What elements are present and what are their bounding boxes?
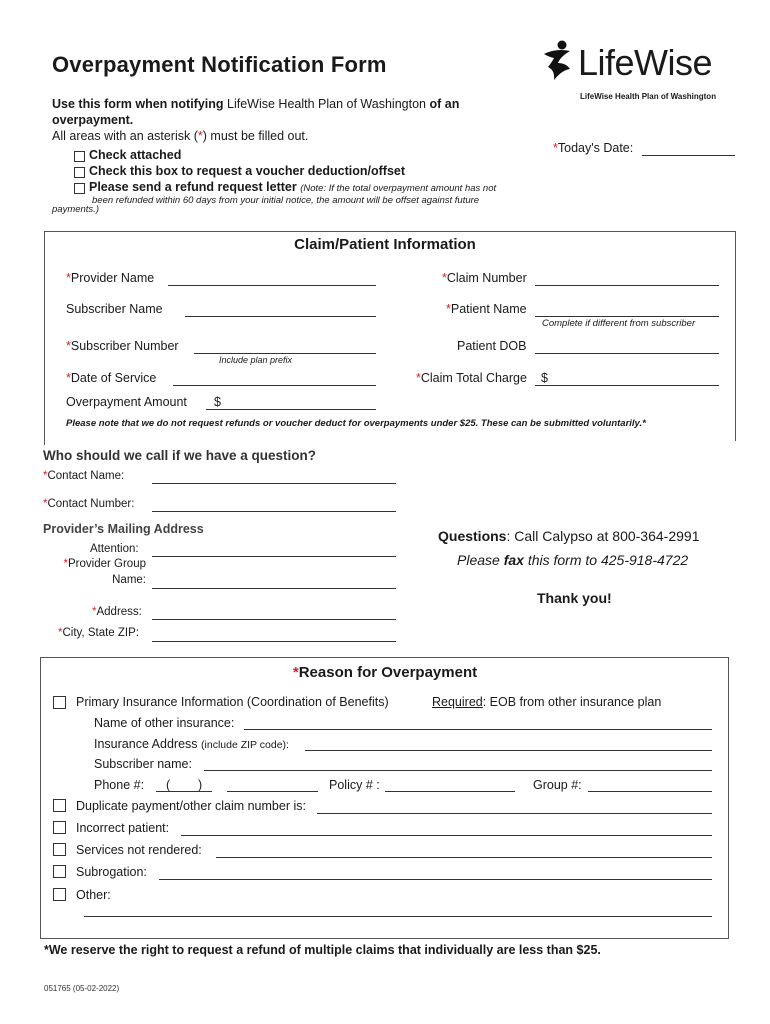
form-id: 051765 (05-02-2022) — [44, 984, 120, 993]
insurance-address-field[interactable] — [305, 750, 712, 751]
required-star: * — [416, 371, 421, 385]
required-star: * — [92, 606, 97, 618]
subrogation-label: Subrogation: — [76, 865, 147, 879]
page-title: Overpayment Notification Form — [52, 52, 387, 77]
refund-letter-label — [89, 180, 496, 194]
required-star: * — [43, 470, 48, 482]
services-not-rendered-field[interactable] — [216, 857, 712, 858]
lifewise-logo — [540, 40, 730, 100]
person-figure-icon — [540, 40, 580, 82]
provider-group-label — [54, 558, 146, 570]
patient-name-text: Patient Name — [450, 302, 527, 316]
group-name-label: Name: — [112, 574, 146, 586]
overpayment-amount-label: Overpayment Amount — [66, 395, 187, 409]
required-star: * — [63, 558, 69, 570]
patient-name-label — [446, 302, 527, 316]
fax-post: this form to 425-918-4722 — [523, 552, 689, 568]
other-subscriber-name-label: Subscriber name: — [94, 757, 192, 771]
patient-dob-field[interactable] — [535, 353, 719, 354]
voucher-checkbox[interactable] — [74, 167, 85, 178]
check-attached-label: Check attached — [89, 148, 182, 162]
date-of-service-text: Date of Service — [70, 371, 157, 385]
required-star: * — [43, 498, 48, 510]
contact-name-text: Contact Name: — [47, 470, 125, 482]
ins-address-text: Insurance Address — [94, 737, 198, 751]
claim-number-text: Claim Number — [446, 271, 527, 285]
refund-letter-checkbox[interactable] — [74, 183, 85, 194]
refund-note-2: been refunded within 60 days from your initial notice, the amount will be offset against future — [92, 195, 480, 206]
other-reason-field[interactable] — [84, 916, 712, 917]
required-star: * — [442, 271, 447, 285]
group-field[interactable] — [588, 791, 712, 792]
reason-heading-text: Reason for Overpayment — [298, 664, 478, 681]
date-of-service-label — [66, 371, 156, 385]
patient-dob-label: Patient DOB — [457, 339, 527, 353]
other-subscriber-name-field[interactable] — [204, 770, 712, 771]
insurance-address-label — [94, 737, 289, 751]
provider-name-label — [66, 271, 154, 285]
duplicate-payment-checkbox[interactable] — [53, 799, 66, 812]
phone-area-field[interactable] — [156, 791, 212, 792]
phone-label: Phone #: — [94, 778, 145, 792]
provider-name-text: Provider Name — [70, 271, 155, 285]
other-insurance-name-field[interactable] — [244, 729, 712, 730]
policy-field[interactable] — [385, 791, 515, 792]
phone-number-field[interactable] — [227, 791, 318, 792]
claim-total-charge-field[interactable] — [535, 385, 719, 386]
required-text: : EOB from other insurance plan — [482, 695, 662, 709]
contact-name-field[interactable] — [152, 483, 396, 484]
subscriber-number-label — [66, 339, 179, 353]
check-attached-checkbox[interactable] — [74, 151, 85, 162]
subscriber-number-field[interactable] — [194, 353, 376, 354]
logo-subtitle: LifeWise Health Plan of Washington — [580, 92, 717, 101]
required-label: Required — [432, 695, 483, 709]
reserve-right-note: *We reserve the right to request a refund of multiple claims that individually are less than $25. — [44, 943, 601, 957]
address-text: Address: — [96, 606, 142, 618]
incorrect-patient-label: Incorrect patient: — [76, 821, 170, 835]
questions-text: : Call Calypso at 800-364-2991 — [506, 528, 700, 544]
thank-you: Thank you! — [537, 590, 612, 606]
contact-name-label — [43, 470, 124, 482]
subscriber-name-label: Subscriber Name — [66, 302, 163, 316]
fax-pre: Please — [457, 552, 504, 568]
ins-address-small: (include ZIP code): — [201, 739, 289, 751]
incorrect-patient-checkbox[interactable] — [53, 821, 66, 834]
dollar-sign: $ — [214, 395, 221, 409]
fax-line — [457, 552, 688, 568]
date-of-service-field[interactable] — [173, 385, 376, 386]
required-star: * — [292, 664, 299, 681]
plan-prefix-hint: Include plan prefix — [219, 355, 293, 365]
provider-name-field[interactable] — [168, 285, 376, 286]
voucher-label: Check this box to request a voucher deduction/offset — [89, 164, 406, 178]
city-state-zip-field[interactable] — [152, 641, 396, 642]
other-reason-label: Other: — [76, 888, 111, 902]
required-star: * — [66, 271, 71, 285]
reason-heading — [0, 664, 770, 681]
required-star: * — [553, 141, 558, 155]
intro-post: of an — [429, 97, 460, 111]
address-label — [92, 606, 142, 618]
refund-bold: Please send a refund request letter — [89, 180, 297, 194]
address-field[interactable] — [152, 619, 396, 620]
subrogation-field[interactable] — [159, 879, 712, 880]
asterisk-note-post: ) must be filled out. — [202, 129, 309, 143]
subrogation-checkbox[interactable] — [53, 865, 66, 878]
intro-pre: Use this form when notifying — [52, 97, 224, 111]
contact-number-text: Contact Number: — [47, 498, 135, 510]
claim-number-field[interactable] — [535, 285, 719, 286]
services-not-rendered-label: Services not rendered: — [76, 843, 202, 857]
contact-number-label — [43, 498, 134, 510]
primary-insurance-label: Primary Insurance Information (Coordination of Benefits) — [76, 695, 389, 709]
provider-group-text: Provider Group — [68, 558, 146, 570]
contact-heading: Who should we call if we have a question? — [43, 448, 317, 463]
claim-number-label — [442, 271, 527, 285]
asterisk-note-star: * — [197, 129, 203, 143]
required-eob-note — [432, 695, 661, 709]
questions-line — [438, 528, 699, 544]
logo-wordmark: LifeWise — [578, 42, 713, 83]
claim-total-charge-text: Claim Total Charge — [420, 371, 527, 385]
intro-text — [52, 96, 522, 144]
attention-label: Attention: — [90, 543, 139, 555]
phone-area-code: ( ) — [166, 778, 203, 792]
subscriber-name-field[interactable] — [185, 316, 376, 317]
intro-org: LifeWise Health Plan of Washington — [227, 97, 426, 111]
fax-bold: fax — [503, 552, 524, 568]
city-state-zip-text: City, State ZIP: — [62, 627, 139, 639]
questions-label: Questions — [438, 528, 507, 544]
attention-field[interactable] — [152, 556, 396, 557]
other-insurance-name-label: Name of other insurance: — [94, 716, 235, 730]
claim-total-charge-label — [416, 371, 527, 385]
todays-date-field[interactable] — [642, 155, 735, 156]
claim-heading: Claim/Patient Information — [294, 236, 476, 253]
dollar-sign: $ — [541, 371, 548, 385]
subscriber-number-text: Subscriber Number — [70, 339, 179, 353]
required-star: * — [66, 339, 71, 353]
duplicate-claim-field[interactable] — [317, 813, 712, 814]
provider-group-name-field[interactable] — [152, 588, 396, 589]
city-state-zip-label — [58, 627, 139, 639]
claim-box-left-border — [44, 231, 45, 445]
services-not-rendered-checkbox[interactable] — [53, 843, 66, 856]
required-star: * — [446, 302, 451, 316]
other-reason-checkbox[interactable] — [53, 888, 66, 901]
patient-name-hint: Complete if different from subscriber — [542, 318, 696, 329]
policy-label: Policy # : — [329, 778, 380, 792]
primary-insurance-checkbox[interactable] — [53, 696, 66, 709]
asterisk-note-pre: All areas with an asterisk ( — [52, 129, 198, 143]
claim-info-box — [44, 231, 736, 441]
patient-name-field[interactable] — [535, 316, 719, 317]
mailing-address-heading: Provider’s Mailing Address — [43, 522, 204, 536]
refund-note-3: payments.) — [52, 204, 99, 215]
refund-note-1: (Note: If the total overpayment amount has not — [300, 183, 497, 194]
required-star: * — [66, 371, 71, 385]
todays-date-text: Today's Date: — [557, 141, 634, 155]
intro-line2: overpayment. — [52, 113, 134, 127]
contact-number-field[interactable] — [152, 511, 396, 512]
claim-note: Please note that we do not request refunds or voucher deduct for overpayments under $25. These can be submitted voluntarily.* — [66, 418, 646, 429]
overpayment-amount-field[interactable] — [206, 409, 376, 410]
incorrect-patient-field[interactable] — [181, 835, 712, 836]
group-label: Group #: — [533, 778, 582, 792]
duplicate-payment-label: Duplicate payment/other claim number is: — [76, 799, 306, 813]
required-star: * — [58, 627, 63, 639]
todays-date-label — [553, 141, 633, 155]
